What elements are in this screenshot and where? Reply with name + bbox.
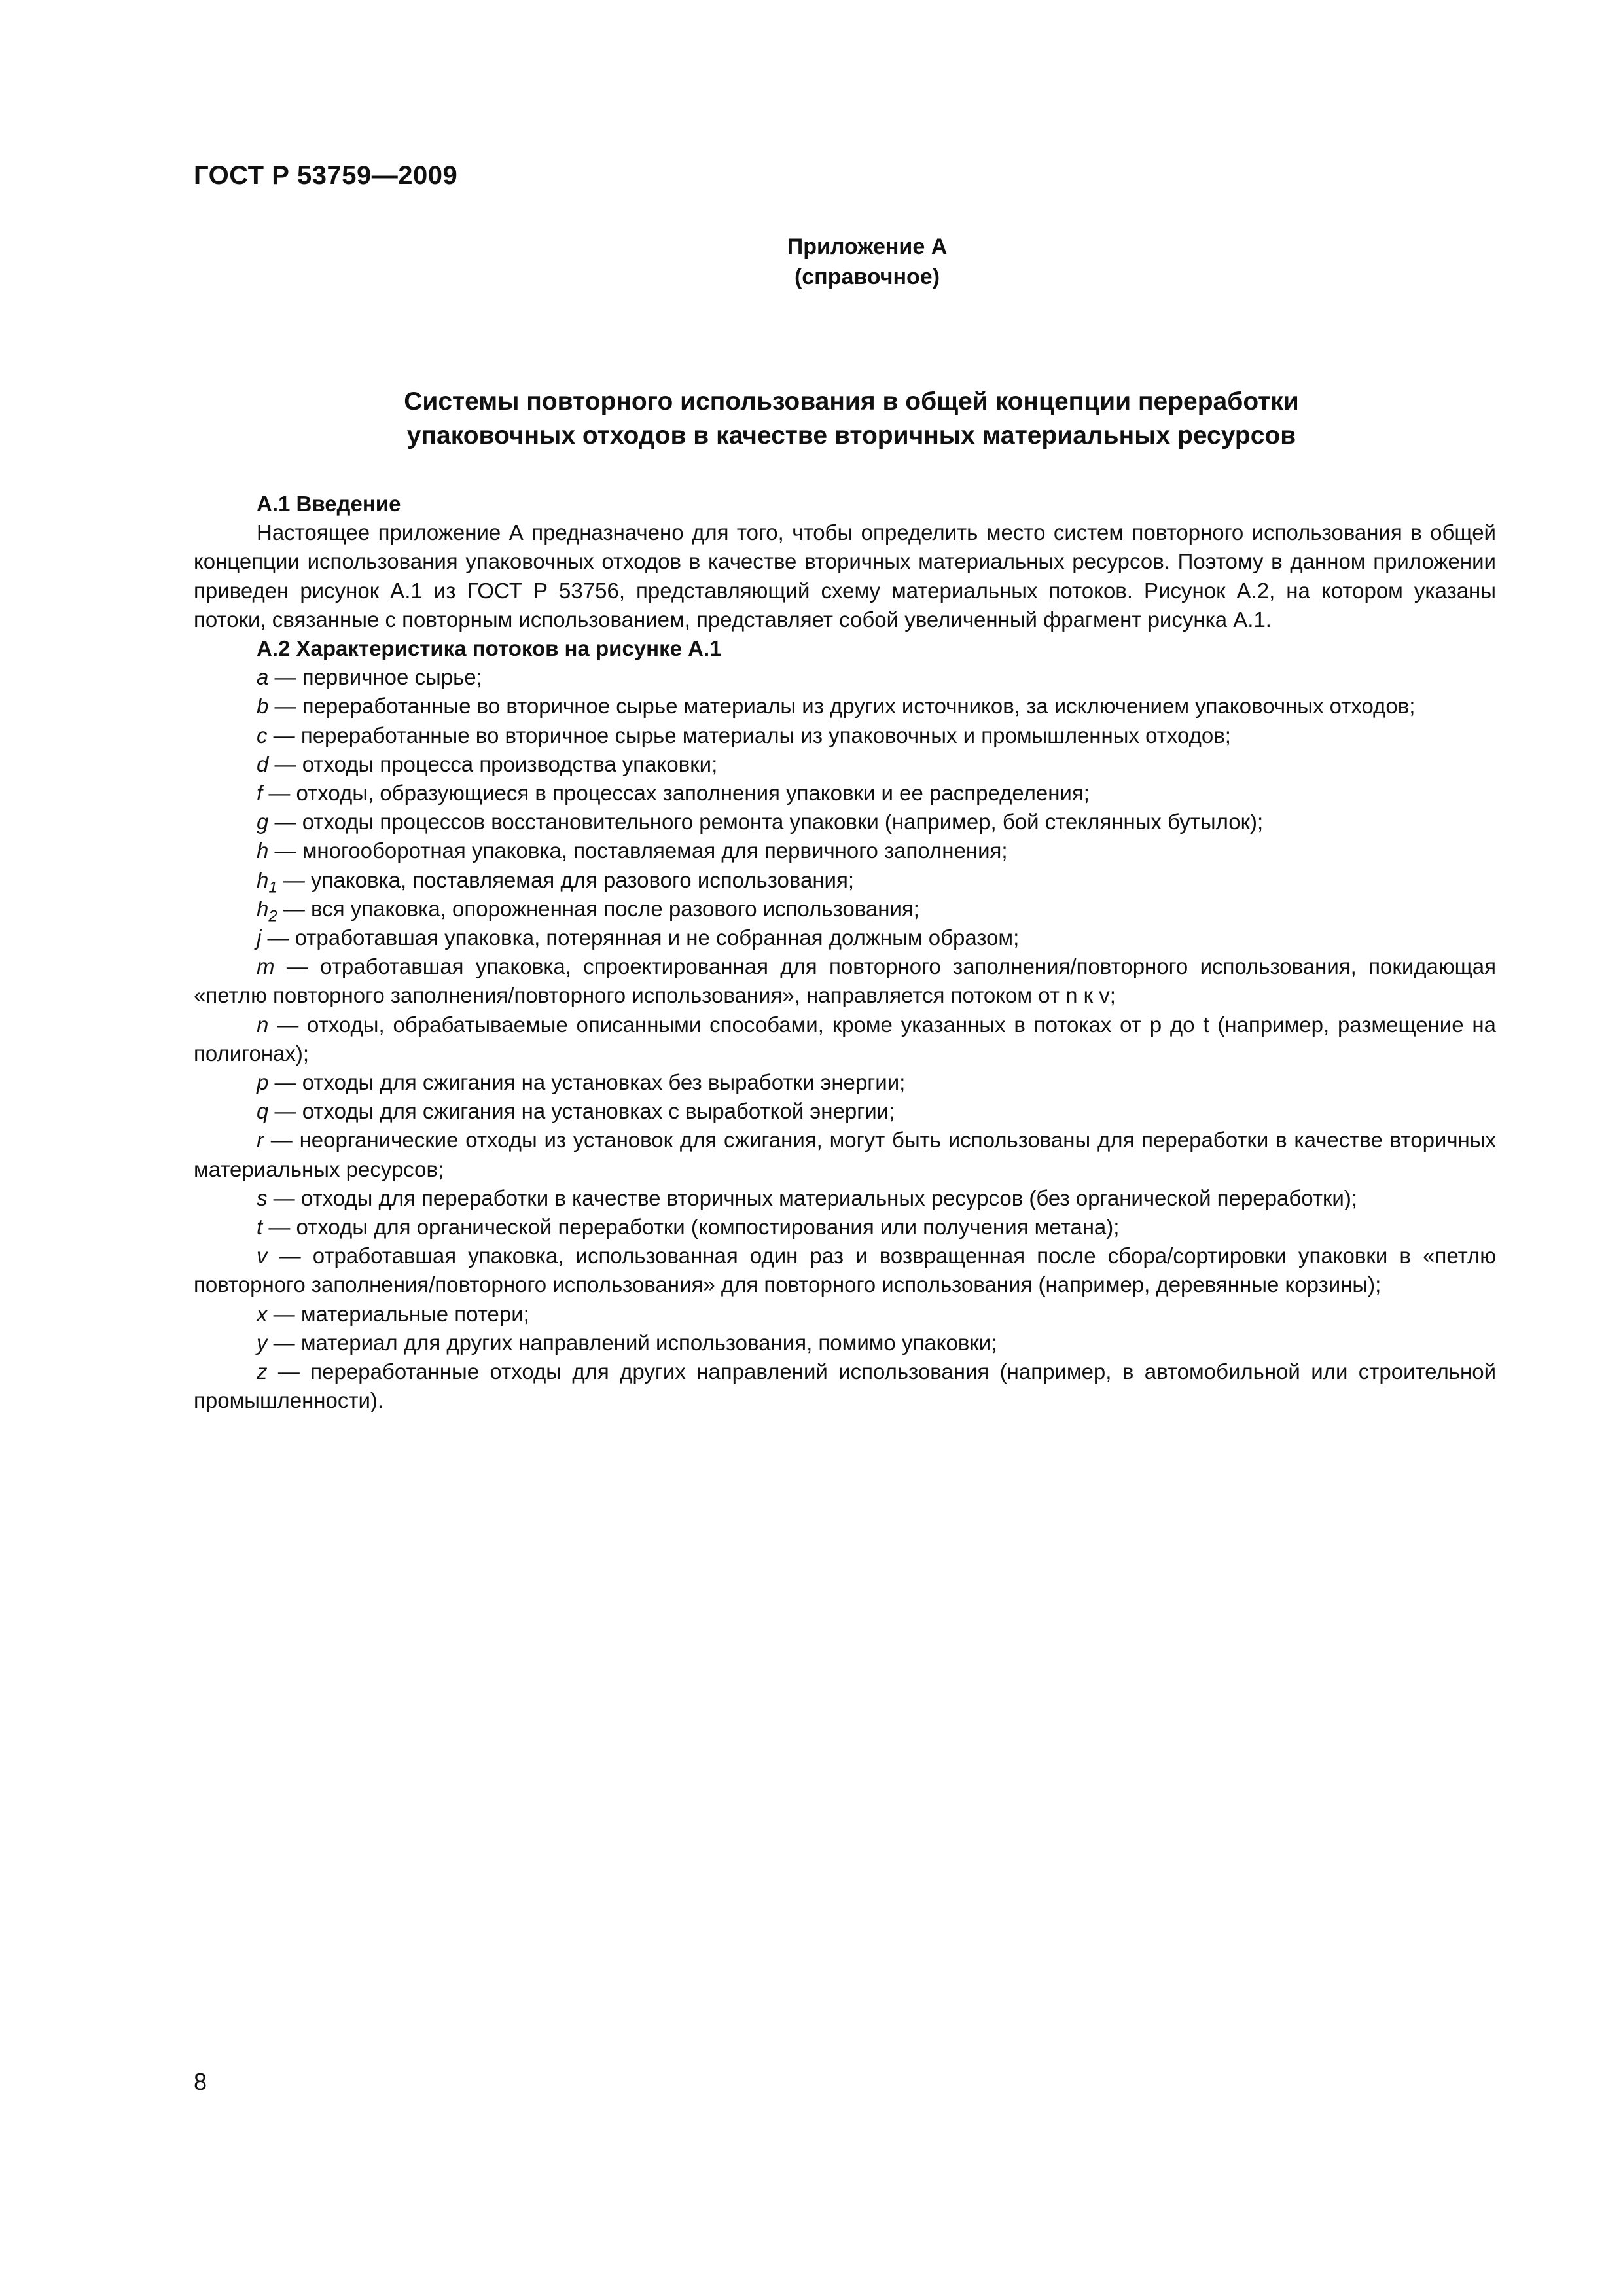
definition-text: — отходы, образующиеся в процессах заполнения упаковки и ее распределения;: [262, 781, 1090, 806]
section-a1-text: Настоящее приложение А предназначено для того, чтобы определить место систем повторного использования в общей концепции использования упаковочных отходов в качестве вторичных материальных ресурсов. Поэтому в данном приложении приведен рисунок А.1 из ГОСТ Р 53756, представляющий схему материальных потоков. Рисунок А.2, на котором указаны потоки, связанные с повторным использованием, представляет собой увеличенный фрагмент рисунка А.1.: [194, 520, 1496, 632]
annex-title-line-1: Системы повторного использования в общей концепции переработки: [404, 387, 1299, 416]
definition-symbol: f: [257, 781, 263, 806]
definition-symbol: $h_1$: [257, 867, 277, 897]
annex-body: [194, 490, 1496, 1416]
definition-text: — материальные потери;: [267, 1301, 529, 1326]
definition-text: — упаковка, поставляемая для разового использования;: [277, 867, 855, 892]
definition-symbol: m: [257, 954, 275, 979]
definition-symbol: r: [257, 1128, 264, 1153]
definition-text: — многооборотная упаковка, поставляемая для первичного заполнения;: [268, 838, 1008, 863]
definition-symbol: y: [257, 1330, 268, 1355]
definition-item: [194, 1068, 1496, 1097]
definition-item: [194, 1242, 1496, 1299]
definition-text: — отработавшая упаковка, спроектированная для повторного заполнения/повторного использования, покидающая «петлю повторного заполнения/повторного использования», направляется потоком от n к v;: [194, 954, 1496, 1008]
annex-title-line-2: упаковочных отходов в качестве вторичных материальных ресурсов: [406, 422, 1296, 450]
definition-symbol: s: [257, 1185, 268, 1210]
definition-item: [194, 952, 1496, 1010]
definition-item: [194, 836, 1496, 865]
definition-item: [194, 1184, 1496, 1213]
section-a1-heading: А.1 Введение: [257, 492, 401, 516]
definition-item: [194, 866, 1496, 895]
definition-text: — отходы, обрабатываемые описанными способами, кроме указанных в потоках от p до t (например, размещение на полигонах);: [194, 1012, 1496, 1066]
definition-text: — отработавшая упаковка, использованная один раз и возвращенная после сбора/сортировки упаковки в «петлю повторного заполнения/повторного использования» для повторного использования (например, деревянные корзины);: [194, 1244, 1496, 1297]
definition-item: [194, 1011, 1496, 1068]
page-number: 8: [194, 2068, 207, 2095]
definition-symbol: $h_2$: [257, 896, 277, 925]
definition-symbol: h: [257, 838, 269, 863]
definition-text: — отходы процессов восстановительного ремонта упаковки (например, бой стеклянных бутылок);: [268, 810, 1264, 834]
annex-status: (справочное): [794, 264, 940, 289]
definition-text: — переработанные во вторичное сырье материалы из упаковочных и промышленных отходов;: [267, 723, 1231, 747]
definition-text: — первичное сырье;: [268, 665, 482, 690]
definition-text: — переработанные во вторичное сырье материалы из других источников, за исключением упаковочных отходов;: [268, 694, 1416, 719]
definition-symbol: a: [257, 665, 269, 690]
definition-text: — отходы для переработки в качестве вторичных материальных ресурсов (без органической переработки);: [267, 1185, 1357, 1210]
definition-symbol: t: [257, 1215, 263, 1240]
definition-symbol: g: [257, 810, 269, 834]
definition-text: — отходы для органической переработки (компостирования или получения метана);: [262, 1215, 1120, 1240]
definition-symbol: c: [257, 723, 268, 747]
definition-symbol: d: [257, 751, 269, 776]
definition-text: — переработанные отходы для других направлений использования (например, в автомобильной или строительной промышленности).: [194, 1359, 1496, 1413]
section-a2-heading: А.2 Характеристика потоков на рисунке А.1: [257, 636, 722, 661]
definition-symbol: p: [257, 1070, 269, 1095]
definition-text: — неорганические отходы из установок для сжигания, могут быть использованы для переработки в качестве вторичных материальных ресурсов;: [194, 1128, 1496, 1181]
definition-text: — отходы процесса производства упаковки;: [268, 751, 718, 776]
definition-item: [194, 808, 1496, 836]
definition-item: [194, 721, 1496, 750]
definition-text: — отходы для сжигания на установках без выработки энергии;: [268, 1070, 906, 1095]
annex-label: Приложение А: [787, 234, 948, 259]
definition-item: [194, 895, 1496, 924]
document-code-header: ГОСТ Р 53759—2009: [194, 161, 458, 190]
definition-item: [194, 1126, 1496, 1183]
annex-title: [194, 385, 1509, 453]
definition-symbol: x: [257, 1301, 268, 1326]
definition-text: — отходы для сжигания на установках с выработкой энергии;: [268, 1099, 895, 1124]
definition-item: [194, 1300, 1496, 1329]
definition-symbol: z: [257, 1359, 268, 1384]
definition-item: [194, 1213, 1496, 1242]
definition-text: — материал для других направлений использования, помимо упаковки;: [267, 1330, 997, 1355]
definition-item: [194, 1357, 1496, 1415]
definition-item: [194, 663, 1496, 692]
definition-item: [194, 779, 1496, 808]
definition-symbol: q: [257, 1099, 269, 1124]
definition-text: — отработавшая упаковка, потерянная и не собранная должным образом;: [261, 925, 1020, 950]
definition-symbol: b: [257, 694, 269, 719]
definition-item: [194, 750, 1496, 779]
definition-item: [194, 1097, 1496, 1126]
definition-text: — вся упаковка, опорожненная после разового использования;: [277, 896, 919, 921]
definition-symbol: j: [257, 925, 262, 950]
definition-item: [194, 924, 1496, 952]
definition-item: [194, 1329, 1496, 1357]
definition-item: [194, 692, 1496, 721]
definition-symbol: v: [257, 1244, 268, 1268]
definition-symbol: n: [257, 1012, 269, 1037]
annex-label-block: [0, 232, 1623, 292]
